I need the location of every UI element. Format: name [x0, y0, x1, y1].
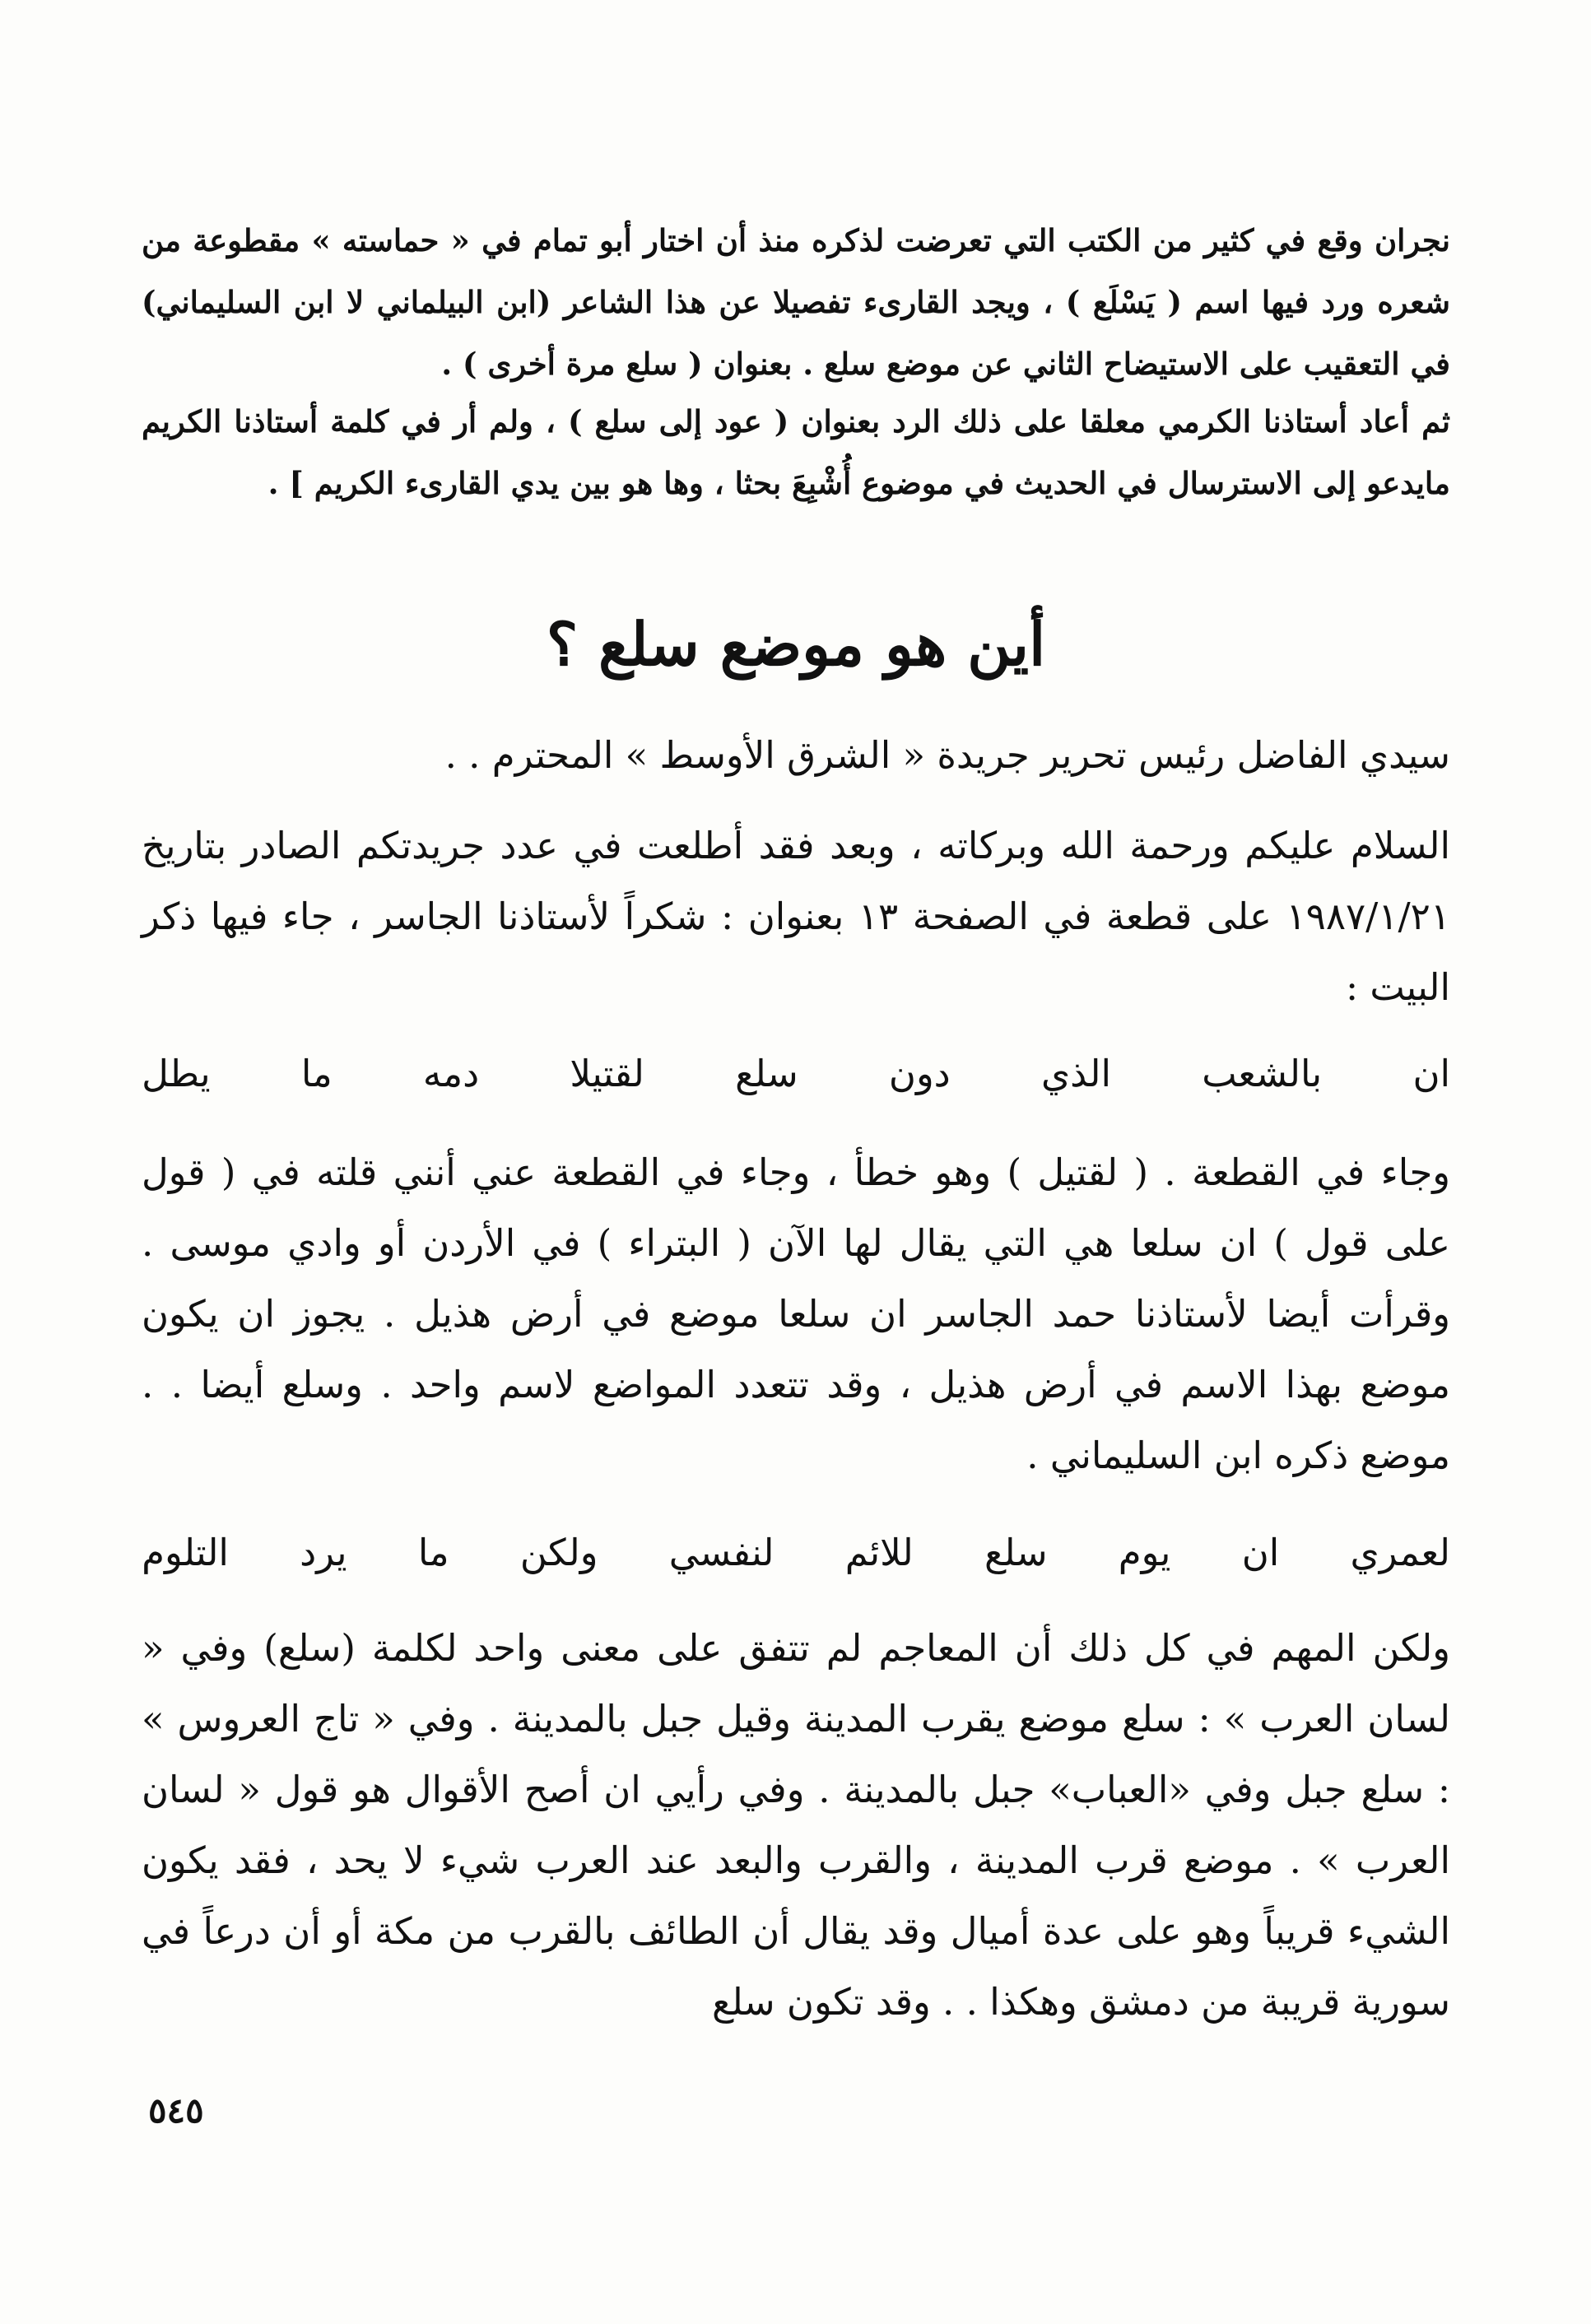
- intro-paragraph-1: [142, 210, 1450, 395]
- body-paragraph-3: [142, 1613, 1450, 2038]
- intro-paragraph-1-text: نجران وقع في كثير من الكتب التي تعرضت لذكره منذ أن اختار أبو تمام في « حماسته » مقطوعة من شعره ورد فيها اسم ( يَسْلَع ) ، ويجد القارىء تفصيلا عن هذا الشاعر (ابن البيلماني لا ابن السليماني) في التعقيب على الاستيضاح الثاني عن موضع سلع . بعنوان ( سلع مرة أخرى ) .: [142, 222, 1450, 382]
- verse-word: ان: [1241, 1531, 1280, 1574]
- body-paragraph-3-text: ولكن المهم في كل ذلك أن المعاجم لم تتفق على معنى واحد لكلمة (سلع) وفي « لسان العرب » : سلع موضع يقرب المدينة وقيل جبل بالمدينة . وفي « تاج العروس » : سلع جبل وفي «العباب» جبل بالمدينة . وفي رأيي ان أصح الأقوال هو قول « لسان العرب » . موضع قرب المدينة ، والقرب والبعد عند العرب شيء لا يحد ، فقد يكون الشيء قريباً وهو على عدة أميال وقد يقال أن الطائف بالقرب من مكة أو أن درعاً في سورية قريبة من دمشق وهكذا . . وقد تكون سلع: [142, 1626, 1450, 2024]
- verse-word: سلع: [735, 1052, 798, 1095]
- salutation-text: سيدي الفاضل رئيس تحرير جريدة « الشرق الأوسط » المحترم . .: [444, 733, 1450, 777]
- salutation-line: [142, 720, 1450, 791]
- intro-paragraph-2: [142, 391, 1450, 514]
- verse-word: لقتيلا: [570, 1052, 644, 1095]
- body-paragraph-2: [142, 1137, 1450, 1491]
- body-paragraph-1-text: السلام عليكم ورحمة الله وبركاته ، وبعد فقد أطلعت في عدد جريدتكم الصادر بتاريخ ١٩٨٧/١/٢١ على قطعة في الصفحة ١٣ بعنوان : شكراً لأستاذنا الجاسر ، جاء فيها ذكر البيت :: [142, 824, 1450, 1009]
- verse-word: للائم: [844, 1531, 914, 1574]
- verse-line-1: [142, 1052, 1450, 1095]
- verse-word: التلوم: [142, 1531, 229, 1574]
- verse-word: لعمري: [1350, 1531, 1450, 1574]
- verse-word: يوم: [1118, 1531, 1171, 1574]
- article-heading: أين هو موضع سلع ؟: [546, 609, 1046, 679]
- verse-word: لنفسي: [668, 1531, 775, 1574]
- verse-word: بالشعب: [1202, 1052, 1323, 1095]
- page-number: ٥٤٥: [148, 2090, 204, 2131]
- verse-word: ولكن: [519, 1531, 598, 1574]
- verse-word: سلع: [984, 1531, 1048, 1574]
- verse-word: ما: [300, 1052, 333, 1095]
- verse-word: دمه: [422, 1052, 480, 1095]
- verse-word: دون: [888, 1052, 951, 1095]
- verse-word: الذي: [1040, 1052, 1111, 1095]
- verse-word: ان: [1412, 1052, 1450, 1095]
- verse-word: يطل: [142, 1052, 211, 1095]
- verse-line-2: [142, 1531, 1450, 1574]
- intro-paragraph-2-text: ثم أعاد أستاذنا الكرمي معلقا على ذلك الرد بعنوان ( عود إلى سلع ) ، ولم أر في كلمة أستاذنا الكريم مايدعو إلى الاسترسال في الحديث في موضوع أُشْبِعَ بحثا ، وها هو بين يدي القارىء الكريم ] .: [142, 403, 1450, 501]
- verse-word: يرد: [300, 1531, 347, 1574]
- body-paragraph-1: [142, 811, 1450, 1023]
- body-paragraph-2-text: وجاء في القطعة . ( لقتيل ) وهو خطأ ، وجاء في القطعة عني أنني قلته في ( قول على قول ) ان سلعا هي التي يقال لها الآن ( البتراء ) في الأردن أو وادي موسى . وقرأت أيضا لأستاذنا حمد الجاسر ان سلعا موضع في أرض هذيل . يجوز ان يكون موضع بهذا الاسم في أرض هذيل ، وقد تتعدد المواضع لاسم واحد . وسلع أيضا . . موضع ذكره ابن السليماني .: [142, 1150, 1450, 1477]
- verse-word: ما: [417, 1531, 449, 1574]
